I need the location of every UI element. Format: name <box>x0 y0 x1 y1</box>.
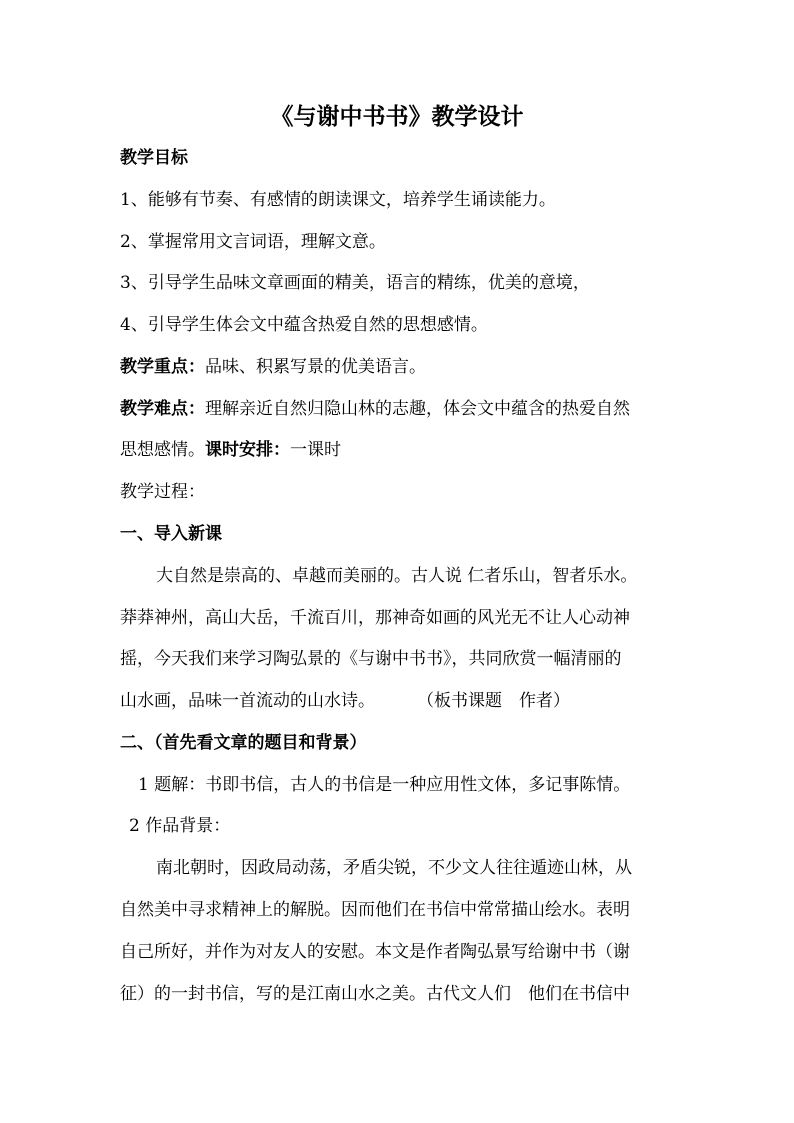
paragraph-line: 摇，今天我们来学习陶弘景的《与谢中书书》，共同欣赏一幅清丽的 <box>120 649 622 669</box>
paragraph-line: 大自然是崇高的、卓越而美丽的。古人说 仁者乐山，智者乐水。 <box>156 566 638 586</box>
paragraph-line <box>120 686 570 716</box>
objective-item: 2、掌握常用文言词语，理解文意。 <box>120 232 386 252</box>
paragraph-line: 南北朝时，因政局动荡，矛盾尖锐，不少文人往往遁迹山林，从 <box>156 858 632 878</box>
section-heading: 一、导入新课 <box>120 524 222 544</box>
key-points-label: 教学重点： <box>120 357 205 377</box>
objective-item: 4、引导学生体会文中蕴含热爱自然的思想感情。 <box>120 315 488 335</box>
schedule-label: 课时安排： <box>205 440 290 460</box>
objectives-heading: 教学目标 <box>120 148 188 168</box>
objective-item: 3、引导学生品味文章画面的精美，语言的精练，优美的意境， <box>120 273 590 293</box>
paragraph-line: 自然美中寻求精神上的解脱。因而他们在书信中常常描山绘水。表明 <box>120 900 630 920</box>
schedule-text: 一课时 <box>290 440 341 460</box>
background-label: 2 作品背景： <box>129 816 231 836</box>
paragraph-text: 山水画，品味一首流动的山水诗。 <box>120 691 375 711</box>
key-points-text: 品味、积累写景的优美语言。 <box>205 357 426 377</box>
key-points-line <box>120 352 426 382</box>
difficulty-schedule-line <box>120 435 341 465</box>
section-heading: 二、（首先看文章的题目和背景） <box>120 733 367 753</box>
paragraph-line: 征）的一封书信，写的是江南山水之美。古代文人们 他们在书信中 <box>120 984 630 1004</box>
objective-item: 1、能够有节奏、有感情的朗读课文，培养学生诵读能力。 <box>120 190 556 210</box>
difficulty-text: 理解亲近自然归隐山林的志趣，体会文中蕴含的热爱自然 <box>205 399 630 419</box>
difficulty-label: 教学难点： <box>120 399 205 419</box>
topic-line: 1 题解：书即书信，古人的书信是一种应用性文体，多记事陈情。 <box>138 775 631 795</box>
document-title: 《与谢中书书》教学设计 <box>270 104 524 130</box>
paragraph-line: 莽莽神州，高山大岳，千流百川，那神奇如画的风光无不让人心动神 <box>120 608 630 628</box>
paragraph-line: 自己所好，并作为对友人的安慰。本文是作者陶弘景写给谢中书（谢 <box>120 942 630 962</box>
difficulty-line <box>120 394 630 424</box>
board-note: （板书课题 作者） <box>417 691 570 711</box>
process-heading: 教学过程： <box>120 482 205 502</box>
difficulty-text-continued: 思想感情。 <box>120 440 205 460</box>
